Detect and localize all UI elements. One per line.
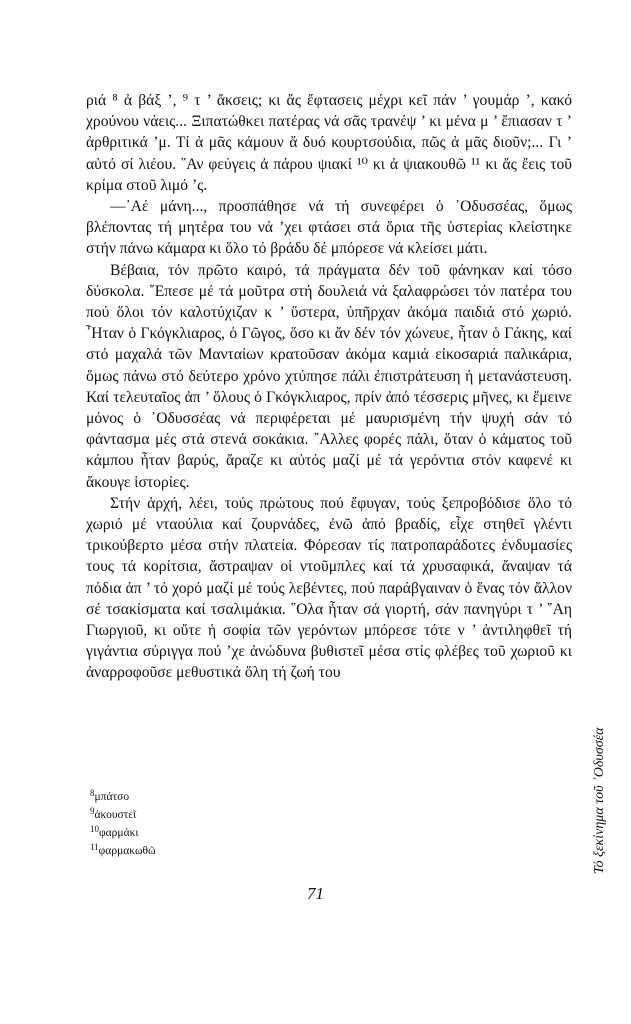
paragraph-3: Βέβαια, τόν πρῶτο καιρό, τά πράγματα δέν τοῦ φάνηκαν καί τόσο δύσκολα. ῎Επεσε μέ τά μοῦτρα στή δουλειά νά ξαλαφρώσει τόν πατέρα του πού ὅλοι τόν καλοτύχιζαν κ ’ ὕστερα, ὑπῆρχαν ἀκόμα παιδιά στό χωριό. ῏Ηταν ὁ Γκόγκλιαρος, ὁ Γῶγος, ὅσο κι ἄν δέν τόν χώνευε, ἦταν ὁ Γάκης, καί στό μαχαλά τῶν Μανταίων κρατοῦσαν ἀκόμα καμιά εἰκοσαριά παλικάρια, ὅμως πάνω στό δεύτερο χρόνο χτύπησε πάλι ἐπιστράτευση ἡ μετανάστευση. Καί τελευταῖος ἀπ ’ ὅλους ὁ Γκόγκλιαρος, πρίν ἀπό τέσσερις μῆνες, κι ἔμεινε μόνος ὁ ᾽Οδυσσέας νά περιφέρεται μέ μαυρισμένη τήν ψυχή σάν τό φάντασμα μές στά στενά σοκάκια. ῎Αλλες φορές πάλι, ὅταν ὁ κάματος τοῦ κάμπου ἦταν βαρύς, ἄραζε κι αὐτός μαζί μέ τά γερόντια στόν καφενέ κι ἄκουγε ἱστορίες. (86, 261, 572, 491)
footnote-10: $^{10}$φαρμάκι (90, 824, 139, 839)
footnote-8: $^8$μπάτσο (90, 788, 130, 803)
paragraph-2: —᾽Αέ μάνη..., προσπάθησε νά τή συνεφέρει ὁ ᾽Οδυσσέας, ὅμως βλέποντας τή μητέρα του νά ’χει φτάσει στά ὅρια τῆς ὑστερίας κλείστηκε στήν πάνω κάμαρα κι ὅλο τό βράδυ δέ μπόρεσε νά κλείσει μάτι. (86, 198, 572, 258)
paragraph-4: Στήν ἀρχή, λέει, τούς πρώτους πού ἔφυγαν, τούς ξεπροβόδισε ὅλο τό χωριό μέ νταούλια καί ζουρνάδες, ἐνῶ ἀπό βραδίς, εἶχε στηθεῖ γλέντι τρικούβερτο μέσα στήν πλατεία. Φόρεσαν τίς πατροπαράδοτες ἐνδυμασίες τους τά κορίτσια, ἄστραψαν οἱ ντοῦμπλες καί τά χρυσαφικά, ἄναψαν τά πόδια ἀπ ’ τό χορό μαζί μέ τούς λεβέντες, πού παράβγαιναν ὁ ἕνας τόν ἄλλον σέ τσακίσματα καί τσαλιμάκια. ῞Ολα ἦταν σά γιορτή, σάν πανηγύρι τ ’ ῞Αη Γιωργιοῦ, κι οὔτε ἡ σοφία τῶν γερόντων μπόρεσε τότε ν ’ ἀντιληφθεῖ τή γιγάντια σύριγγα πού ’χε ἀνώδυνα βυθιστεῖ μέσα στίς φλέβες τοῦ χωριοῦ κι ἀναρροφοῦσε μεθυστικά ὅλη τή ζωή του (86, 494, 572, 682)
footnote-11: $^{11}$φαρμακωθῶ (90, 842, 156, 857)
paragraph-1: ριά ⁸ ἀ βάξ ’, ⁹ τ ’ ἄκσεις; κι ἄς ἔφτασεις μέχρι κεῖ πάν ’ γουμάρ ’, κακό χρούνου νάεις... Ξιπατώθκει πατέρας νά σᾶς τρανέψ ’ κι μένα μ ’ ἔπιασαν τ ’ ἀρθριτικά ’μ. Τί ἀ μᾶς κάμουν ἄ δυό κουρτσούδια, πῶς ἀ μᾶς διοῦν;... Γι ’ αὐτό σί λιέου. ῞Αν φεύγεις ἀ πάρου ψιακί ¹⁰ κι ἀ ψιακουθῶ ¹¹ κι ἄς ἔεις τοῦ κρίμα στοῦ λιμό ’ς. (86, 92, 572, 194)
body-text (86, 90, 572, 684)
running-head: Τό ξεκίνημα τοῦ ᾽Οδυσσέα (592, 727, 607, 874)
footnotes (90, 788, 390, 860)
page-number: 71 (307, 884, 324, 903)
footnote-9: $^9$ἀκουστεῖ (90, 806, 137, 821)
